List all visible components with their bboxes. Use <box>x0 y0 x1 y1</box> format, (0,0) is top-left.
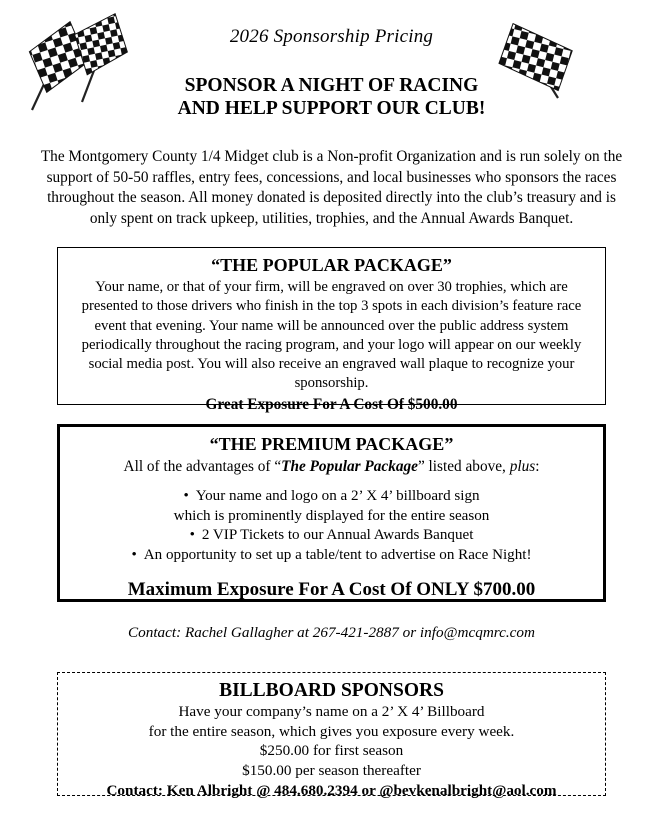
list-item <box>74 526 589 546</box>
billboard-title: BILLBOARD SPONSORS <box>219 680 444 701</box>
billboard-line-2: for the entire season, which gives you exposure every week. <box>148 722 515 740</box>
list-item <box>74 546 589 566</box>
premium-sub-middle: ” listed above, <box>417 458 510 475</box>
bullet-icon: • <box>189 527 195 544</box>
premium-package-title: “THE PREMIUM PACKAGE” <box>209 434 454 454</box>
popular-package-title: “THE POPULAR PACKAGE” <box>211 255 452 275</box>
headline-line-1: SPONSOR A NIGHT OF RACING <box>184 75 479 96</box>
billboard-sponsors-box <box>57 672 606 800</box>
premium-package-cost: Maximum Exposure For A Cost Of ONLY $700.00 <box>127 579 536 601</box>
premium-sub-emphasis: The Popular Package <box>281 458 418 475</box>
intro-paragraph: The Montgomery County 1/4 Midget club is a Non-profit Organization and is run solely on the support of 50-50 raffles, entry fees, concessions, and local businesses who sponsors the races throughout the season. All money donated is deposited directly into the club’s treasury and is only spent on track upkeep, utilities, trophies, and the Annual Awards Banquet. <box>40 148 623 227</box>
headline <box>0 74 663 120</box>
premium-bullet-3: An opportunity to set up a table/tent to advertise on Race Night! <box>143 546 532 563</box>
billboard-price-first: $250.00 for first season <box>259 742 404 760</box>
premium-bullet-1-sub: which is prominently displayed for the entire season <box>173 507 490 524</box>
billboard-line-1: Have your company’s name on a 2’ X 4’ Billboard <box>178 703 485 720</box>
popular-package-cost: Great Exposure For A Cost Of $500.00 <box>205 395 458 413</box>
premium-sub-plus: plus <box>509 458 536 475</box>
premium-package-box <box>57 424 606 602</box>
premium-sub-suffix: : <box>535 458 540 475</box>
list-item <box>74 507 589 527</box>
billboard-price-after: $150.00 per season thereafter <box>242 761 421 779</box>
page-title: 2026 Sponsorship Pricing <box>229 26 434 47</box>
popular-package-box <box>57 247 606 413</box>
premium-bullet-1: Your name and logo on a 2’ X 4’ billboard sign <box>195 488 480 504</box>
billboard-contact: Contact: Ken Albright @ 484.680.2394 or @bevkenalbright@aol.com <box>106 782 557 800</box>
bullet-icon: • <box>131 546 137 563</box>
premium-package-subtitle <box>74 457 589 477</box>
list-item <box>74 487 589 507</box>
premium-sub-prefix: All of the advantages of “ <box>123 458 282 475</box>
primary-contact-line: Contact: Rachel Gallagher at 267-421-2887 or info@mcqmrc.com <box>128 624 535 641</box>
popular-package-body: Your name, or that of your firm, will be engraved on over 30 trophies, which are presented to those drivers who finish in the top 3 spots in each division’s feature race event that evening. Your name will be announced over the public address system periodically throughout the racing program, and your logo will appear on our weekly social media post. You will also receive an engraved wall plaque to recognize your sponsorship. <box>81 279 582 392</box>
bullet-icon: • <box>183 488 189 504</box>
premium-benefits-list <box>74 487 589 565</box>
premium-bullet-2: 2 VIP Tickets to our Annual Awards Banquet <box>201 527 474 544</box>
headline-line-2: AND HELP SUPPORT OUR CLUB! <box>177 98 486 119</box>
